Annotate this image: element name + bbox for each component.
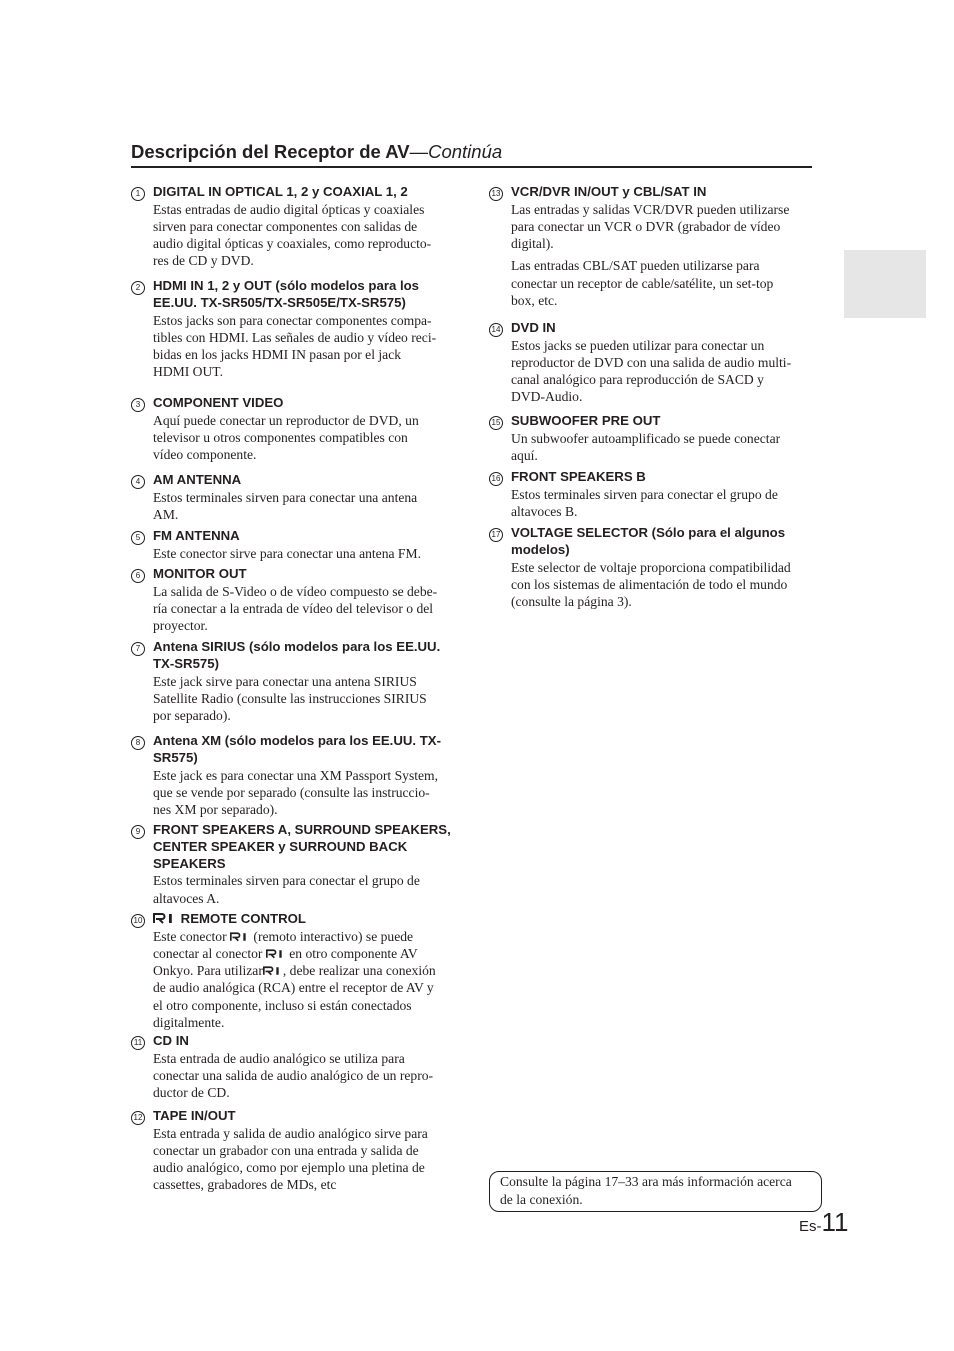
item-title: FRONT SPEAKERS B — [511, 469, 646, 484]
item-title: MONITOR OUT — [153, 566, 247, 581]
item-number: 1 — [131, 187, 145, 201]
left-column — [131, 184, 457, 1194]
item-number: 9 — [131, 825, 145, 839]
item-description: Este jack sirve para conectar una antena SIRIUS Satellite Radio (consulte las instrucciones SIRIUS por separado). — [153, 673, 427, 723]
item-tape-in-out — [131, 1108, 457, 1194]
item-number: 14 — [489, 323, 503, 337]
item-description: Este selector de voltaje proporciona compatibilidad con los sistemas de alimentación de todo el mundo (consulte la página 3). — [511, 559, 791, 609]
item-number: 10 — [131, 914, 145, 928]
item-cd-in — [131, 1033, 457, 1108]
item-title: FRONT SPEAKERS A, SURROUND SPEAKERS, CENTER SPEAKER y SURROUND BACK SPEAKERS — [153, 822, 451, 871]
item-digital-in — [131, 184, 457, 278]
ri-icon — [153, 913, 177, 924]
item-title: HDMI IN 1, 2 y OUT (sólo modelos para los EE.UU. TX-SR505/TX-SR505E/TX-SR575) — [153, 278, 419, 310]
ri-icon — [230, 932, 250, 942]
item-number: 2 — [131, 281, 145, 295]
item-description: Estos terminales sirven para conectar una antena AM. — [153, 489, 418, 522]
item-description: Aquí puede conectar un reproductor de DVD, un televisor u otros componentes compatibles con vídeo componente. — [153, 412, 419, 463]
item-number: 15 — [489, 416, 503, 430]
item-description: Estos terminales sirven para conectar el grupo de altavoces B. — [511, 486, 778, 519]
section-title: Descripción del Receptor de AV — [131, 141, 410, 162]
item-title: Antena XM (sólo modelos para los EE.UU. TX-SR575) — [153, 733, 441, 765]
item-number: 4 — [131, 475, 145, 489]
item-title: DVD IN — [511, 320, 556, 335]
page-title — [131, 140, 812, 164]
item-front-speakers-b — [489, 469, 813, 525]
item-title: REMOTE CONTROL — [153, 911, 457, 928]
item-description: Un subwoofer autoamplificado se puede conectar aquí. — [511, 430, 781, 463]
item-fm-antenna — [131, 528, 457, 566]
item-number: 7 — [131, 642, 145, 656]
item-description: La salida de S-Video o de vídeo compuesto se debe- ría conectar a la entrada de vídeo del televisor o del proyector. — [153, 583, 438, 634]
item-title: TAPE IN/OUT — [153, 1108, 236, 1123]
item-number: 16 — [489, 472, 503, 486]
item-description: Esta entrada y salida de audio analógico sirve para conectar un grabador con una entrada y salida de audio analógico, como por ejemplo una pletina de cassettes, grabadores de MDs, etc — [153, 1125, 428, 1193]
ri-icon — [263, 966, 283, 976]
item-description: Las entradas y salidas VCR/DVR pueden utilizarse para conectar un VCR o DVR (grabador de vídeo digital). — [511, 201, 790, 252]
item-hdmi — [131, 278, 457, 395]
item-description: Este conector sirve para conectar una antena FM. — [153, 545, 421, 561]
page-header — [131, 140, 812, 164]
item-number: 6 — [131, 569, 145, 583]
item-description: Estos terminales sirven para conectar el grupo de altavoces A. — [153, 873, 420, 906]
item-description: Estas entradas de audio digital ópticas y coaxiales sirven para conectar componentes con salidas de audio digital ópticas y coaxiales, como reproducto- res de CD y DVD. — [153, 201, 432, 269]
item-component-video — [131, 395, 457, 472]
header-rule — [131, 166, 812, 168]
item-monitor-out — [131, 566, 457, 639]
item-title: AM ANTENNA — [153, 472, 242, 487]
page-prefix: Es- — [799, 1218, 822, 1235]
ri-icon — [266, 949, 286, 959]
connection-note-box: Consulte la página 17–33 ara más información acerca de la conexión. — [489, 1171, 822, 1212]
item-title: Antena SIRIUS (sólo modelos para los EE.UU. TX-SR575) — [153, 639, 441, 671]
item-title: CD IN — [153, 1033, 189, 1048]
item-description-extra: Las entradas CBL/SAT pueden utilizarse para conectar un receptor de cable/satélite, un set-top box, etc. — [511, 258, 774, 308]
item-number: 11 — [131, 1036, 145, 1050]
page-number-value: 11 — [821, 1207, 849, 1237]
item-description: Este conector (remoto interactivo) se puede conectar al conector en otro componente AV Onkyo. Para utilizar , debe realizar una conexión de audio analógica (RCA) entre el receptor de AV y el otro componente, incluso si están conectados digitalmente. — [153, 928, 436, 1030]
item-number: 5 — [131, 531, 145, 545]
item-dvd-in — [489, 320, 813, 413]
item-title: VOLTAGE SELECTOR (Sólo para el algunos modelos) — [511, 525, 786, 557]
item-description: Este jack es para conectar una XM Passport System, que se vende por separado (consulte las instruccio- nes XM por separado). — [153, 767, 439, 817]
item-front-speakers-a — [131, 822, 457, 911]
item-description: Estos jacks son para conectar componentes compa- tibles con HDMI. Las señales de audio y vídeo reci- bidas en los jacks HDMI IN pasan por el jack HDMI OUT. — [153, 312, 437, 380]
item-number: 3 — [131, 398, 145, 412]
item-title: VCR/DVR IN/OUT y CBL/SAT IN — [511, 184, 707, 199]
item-number: 12 — [131, 1111, 145, 1125]
item-number: 13 — [489, 187, 503, 201]
item-vcr-dvr — [489, 184, 813, 320]
item-title: SUBWOOFER PRE OUT — [511, 413, 661, 428]
item-number: 17 — [489, 528, 503, 542]
item-remote-control — [131, 911, 457, 1033]
side-tab — [844, 250, 926, 318]
item-sirius-antenna — [131, 639, 457, 733]
page-number — [799, 1207, 849, 1238]
item-description: Estos jacks se pueden utilizar para conectar un reproductor de DVD con una salida de audio multi- canal analógico para reproducción de SACD y DVD-Audio. — [511, 337, 792, 405]
item-title: FM ANTENNA — [153, 528, 240, 543]
right-column — [489, 184, 813, 615]
item-number: 8 — [131, 736, 145, 750]
item-description: Esta entrada de audio analógico se utiliza para conectar una salida de audio analógico de un repro- ductor de CD. — [153, 1050, 434, 1101]
item-title: DIGITAL IN OPTICAL 1, 2 y COAXIAL 1, 2 — [153, 184, 408, 199]
item-voltage-selector — [489, 525, 813, 615]
item-am-antenna — [131, 472, 457, 528]
item-xm-antenna — [131, 733, 457, 822]
continuation-label: —Continúa — [409, 141, 503, 162]
item-subwoofer-pre-out — [489, 413, 813, 469]
item-title: COMPONENT VIDEO — [153, 395, 284, 410]
